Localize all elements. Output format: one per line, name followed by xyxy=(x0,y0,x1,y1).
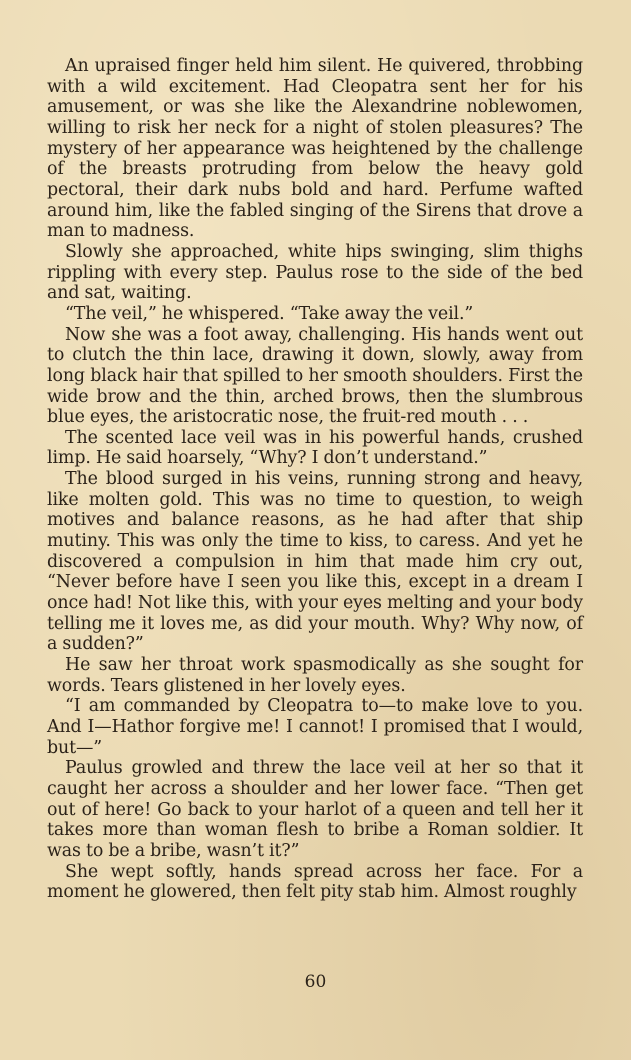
paragraph: “I am commanded by Cleopatra to—to make love to you. And I—Hathor forgive me! I cannot! I promised that I would, but—” xyxy=(47,696,583,758)
paragraph: Slowly she approached, white hips swinging, slim thighs rippling with every step. Paulus rose to the side of the bed and sat, waiting. xyxy=(47,241,583,304)
paragraph: She wept softly, hands spread across her face. For a moment he glowered, then felt pity stab him. Almost roughly xyxy=(47,861,583,903)
paragraph: Paulus growled and threw the lace veil at her so that it caught her across a shoulder and her lower face. “Then get out of here! Go back to your harlot of a queen and tell her it takes more than woman flesh to bribe a Roman soldier. It was to be a bribe, wasn’t it?” xyxy=(47,758,583,861)
paragraph: “The veil,” he whispered. “Take away the veil.” xyxy=(65,303,474,324)
paragraph: He saw her throat work spasmodically as she sought for words. Tears glistened in her lovely eyes. xyxy=(47,655,583,696)
page-number: 60 xyxy=(304,972,327,992)
paragraph: The scented lace veil was in his powerful hands, crushed limp. He said hoarsely, “Why? I don’t understand.” xyxy=(47,427,583,469)
body-text xyxy=(47,56,583,903)
paragraph: The blood surged in his veins, running strong and heavy, like molten gold. This was no time to question, to weigh motives and balance reasons, as he had after that ship mutiny. This was only the time to kiss, to caress. And yet he discovered a compulsion in him that made him cry out, “Never before have I seen you like this, except in a dream I once had! Not like this, with your eyes melting and your body telling me it loves me, as did your mouth. Why? Why now, of a sudden?” xyxy=(47,469,583,655)
paragraph: Now she was a foot away, challenging. His hands went out to clutch the thin lace, drawing it down, slowly, away from long black hair that spilled to her smooth shoulders. First the wide brow and the thin, arched brows, then the slumbrous blue eyes, the aristocratic nose, the fruit-red mouth . . . xyxy=(47,324,583,428)
paragraph: An upraised finger held him silent. He quivered, throbbing with a wild excitement. Had Cleopatra sent her for his amusement, or was she like the Alexandrine noblewomen, willing to risk her neck for a night of stolen pleasures? The mystery of her appearance was heightened by the challenge of the breasts protruding from below the heavy gold pectoral, their dark nubs bold and hard. Perfume wafted around him, like the fabled singing of the Sirens that drove a man to madness. xyxy=(47,56,583,242)
